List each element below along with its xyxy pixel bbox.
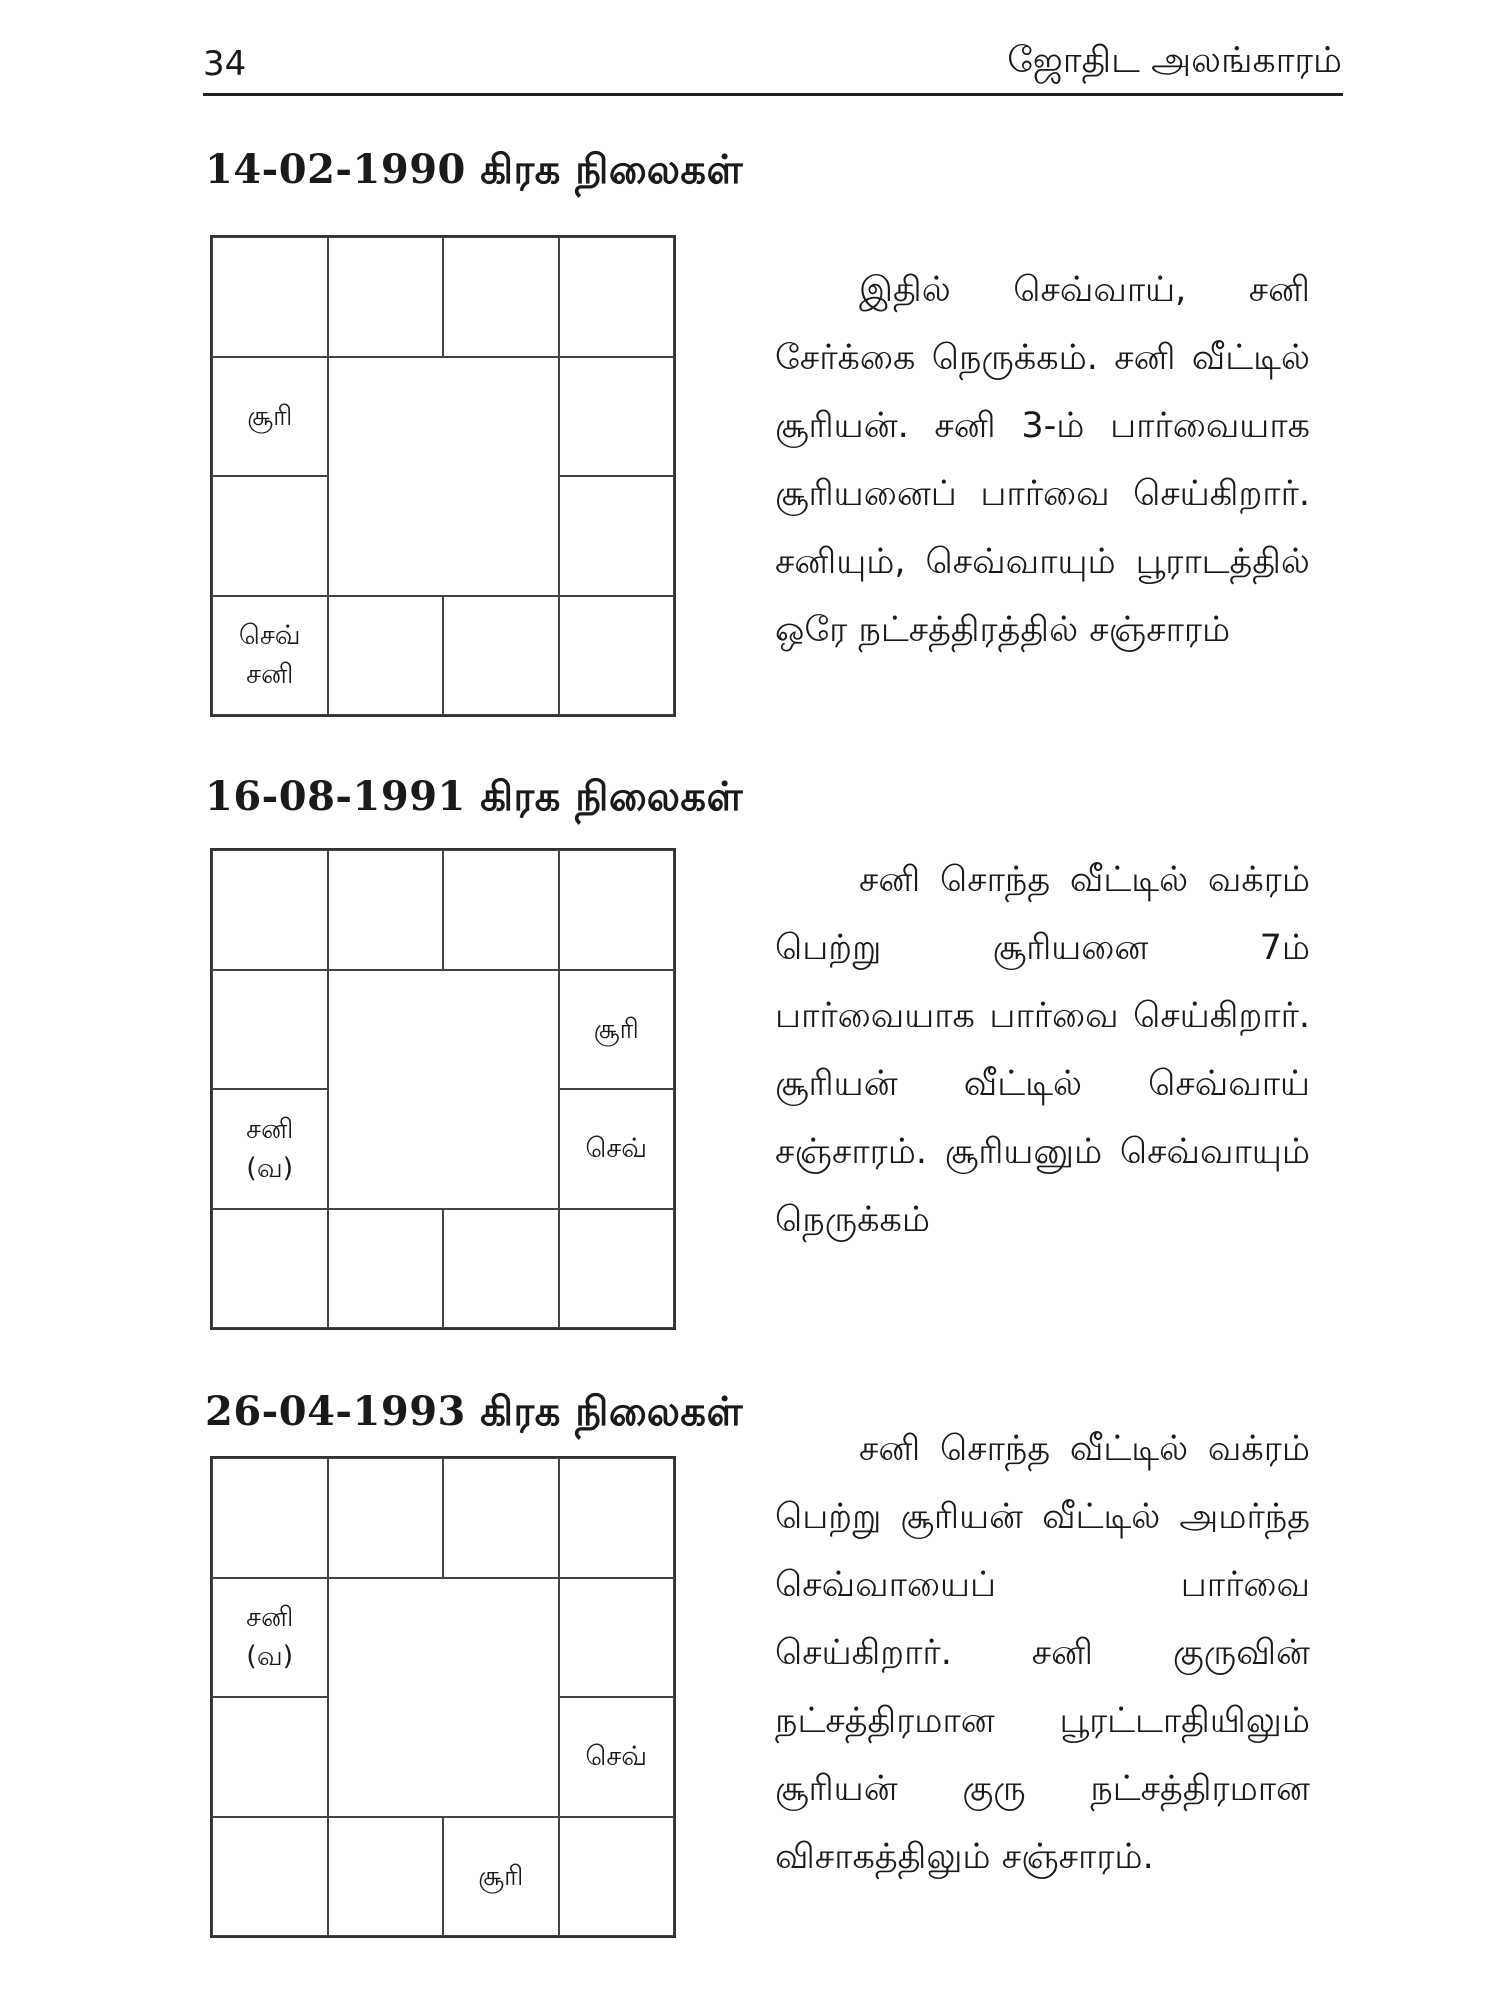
chart-house-cell [443, 596, 559, 716]
chart-house-cell [559, 357, 675, 477]
planet-label: செவ் [585, 1133, 648, 1165]
chart-house-cell [559, 970, 675, 1090]
chart-house-cell [328, 596, 444, 716]
chart-house-cell [212, 1578, 328, 1698]
planet-label: சனி [246, 659, 294, 691]
planet-label: சூரி [478, 1860, 524, 1892]
section-description-1: இதில் செவ்வாய், சனி சேர்க்கை நெருக்கம். சனி வீட்டில் சூரியன். சனி 3-ம் பார்வையாக சூரியனைப் பார்வை செய்கிறார். சனியும், செவ்வாயும் பூராடத்தில் ஒரே நட்சத்திரத்தில் சஞ்சாரம் [775, 270, 1310, 650]
chart-house-cell [328, 1817, 444, 1937]
chart-house-cell [212, 970, 328, 1090]
section-description-3: சனி சொந்த வீட்டில் வக்ரம் பெற்று சூரியன் வீட்டில் அமர்ந்த செவ்வாயைப் பார்வை செய்கிறார். சனி குருவின் நட்சத்திரமான பூரட்டாதியிலும் சூரியன் குரு நட்சத்திரமான விசாகத்திலும் சஞ்சாரம். [775, 1429, 1310, 1877]
horoscope-chart-1 [210, 235, 676, 717]
chart-house-cell [559, 237, 675, 357]
header-rule [203, 93, 1343, 96]
horoscope-chart-3 [210, 1456, 676, 1938]
chart-house-cell [559, 596, 675, 716]
chart-house-cell [212, 596, 328, 716]
chart-house-cell [559, 1817, 675, 1937]
chart-house-cell [212, 850, 328, 970]
chart-house-cell [212, 1089, 328, 1209]
planet-label: சூரி [593, 1013, 639, 1045]
chart-house-cell [559, 476, 675, 596]
chart-house-cell [443, 1209, 559, 1329]
planet-label: சனி [246, 1113, 294, 1145]
chart-house-cell [559, 1697, 675, 1817]
chart-center [328, 1578, 559, 1817]
chart-house-cell [559, 1578, 675, 1698]
chart-house-cell [443, 237, 559, 357]
chart-house-cell [443, 850, 559, 970]
chart-house-cell [443, 1458, 559, 1578]
chart-house-cell [328, 1209, 444, 1329]
chart-house-cell [212, 237, 328, 357]
chart-house-cell [559, 1458, 675, 1578]
chart-center [328, 357, 559, 596]
chart-house-cell [212, 476, 328, 596]
chart-house-cell [212, 1458, 328, 1578]
section-title-3: 26-04-1993 கிரக நிலைகள் [205, 1388, 744, 1435]
chart-house-cell [443, 1817, 559, 1937]
chart-house-cell [559, 850, 675, 970]
chart-house-cell [328, 850, 444, 970]
horoscope-chart-2 [210, 848, 676, 1330]
section-description-2: சனி சொந்த வீட்டில் வக்ரம் பெற்று சூரியனை 7ம் பார்வையாக பார்வை செய்கிறார். சூரியன் வீட்டில் செவ்வாய் சஞ்சாரம். சூரியனும் செவ்வாயும் நெருக்கம் [775, 860, 1310, 1240]
chart-house-cell [212, 1209, 328, 1329]
planet-label: சூரி [247, 400, 293, 432]
planet-label: செவ் [238, 620, 301, 652]
chart-house-cell [212, 357, 328, 477]
chart-house-cell [212, 1697, 328, 1817]
page-number: 34 [203, 44, 247, 84]
planet-label: செவ் [585, 1741, 648, 1773]
planet-label: (வ) [246, 1152, 294, 1184]
section-title-2: 16-08-1991 கிரக நிலைகள் [205, 773, 744, 820]
chart-house-cell [559, 1209, 675, 1329]
chart-center [328, 970, 559, 1209]
chart-house-cell [559, 1089, 675, 1209]
chart-house-cell [212, 1817, 328, 1937]
planet-label: சனி [246, 1602, 294, 1634]
running-title: ஜோதிட அலங்காரம் [1007, 40, 1342, 81]
section-title-1: 14-02-1990 கிரக நிலைகள் [205, 146, 744, 193]
chart-house-cell [328, 237, 444, 357]
chart-house-cell [328, 1458, 444, 1578]
planet-label: (வ) [246, 1641, 294, 1673]
